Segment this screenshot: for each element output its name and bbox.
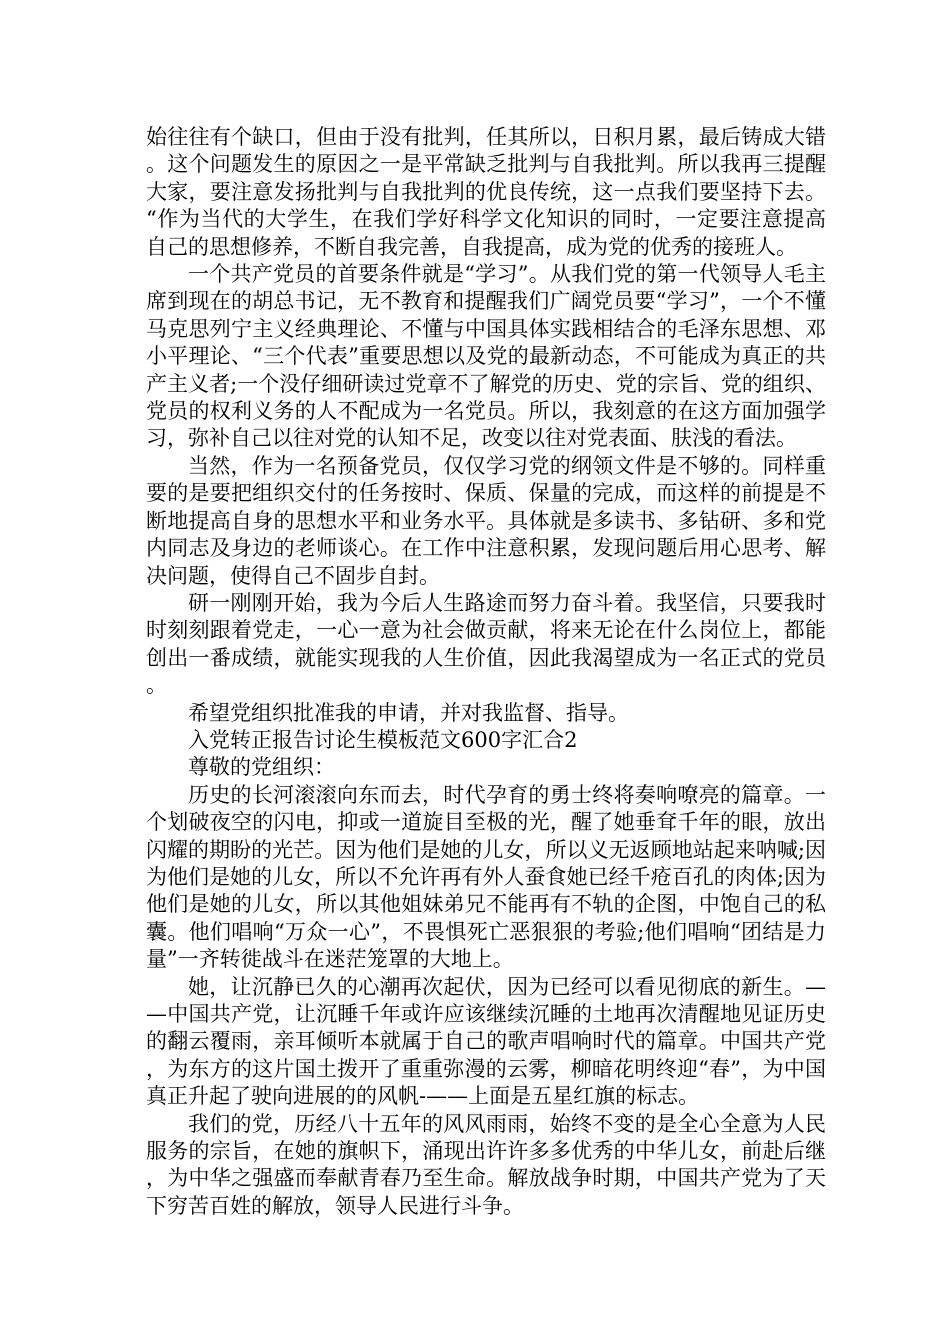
paragraph-our-party: 我们的党，历经八十五年的风风雨雨，始终不变的是全心全意为人民服务的宗旨，在她的旗帜下，涌现出许许多多优秀的中华儿女，前赴后继，为中华之强盛而奉献青春乃至生命。解放战争时期，中国共产党为了天下穷苦百姓的解放，领导人民进行斗争。: [146, 1111, 826, 1218]
paragraph-probationary-member: 当然，作为一名预备党员，仅仅学习党的纲领文件是不够的。同样重要的是要把组织交付的任务按时、保质、保量的完成，而这样的前提是不断地提高自身的思想水平和业务水平。具体就是多读书、多钻研、多和党内同志及身边的老师谈心。在工作中注意积累，发现问题后用心思考、解决问题，使得自己不固步自封。: [146, 453, 826, 588]
section-heading: 入党转正报告讨论生模板范文600字汇合2: [188, 727, 578, 752]
paragraph-request: 希望党组织批准我的申请，并对我监督、指导。: [188, 700, 629, 725]
paragraph-graduate-study: 研一刚刚开始，我为今后人生路途而努力奋斗着。我坚信，只要我时时刻刻跟着党走，一心一意为社会做贡献，将来无论在什么岗位上，都能创出一番成绩，就能实现我的人生价值，因此我渴望成为一名正式的党员。: [146, 590, 826, 698]
paragraph-study: 一个共产党员的首要条件就是“学习”。从我们党的第一代领导人毛主席到现在的胡总书记，无不教育和提醒我们广阔党员要“学习”，一个不懂马克思列宁主义经典理论、不懂与中国具体实践相结合的毛泽东思想、邓小平理论、“三个代表”重要思想以及党的最新动态，不可能成为真正的共产主义者;一个没仔细研读过党章不了解党的历史、党的宗旨、党的组织、党员的权利义务的人不配成为一名党员。所以，我刻意的在这方面加强学习，弥补自己以往对党的认知不足，改变以往对党表面、肤浅的看法。: [146, 262, 826, 451]
salutation: 尊敬的党组织：: [188, 755, 335, 780]
paragraph-history: 历史的长河滚滚向东而去，时代孕育的勇士终将奏响嘹亮的篇章。一个划破夜空的闪电，抑或一道旋目至极的光，醒了她垂耷千年的眼，放出闪耀的期盼的光芒。因为他们是她的儿女，所以义无返顾地站起来呐喊;因为他们是她的儿女，所以不允许再有外人蚕食她已经千疮百孔的肉体;因为他们是她的儿女，所以其他姐妹弟兄不能再有不轨的企图，中饱自己的私囊。他们唱响“万众一心”，不畏惧死亡恶狠狠的考验;他们唱响“团结是力量”一齐转徙战斗在迷茫笼罩的大地上。: [146, 782, 826, 972]
document-body: [146, 124, 826, 1220]
paragraph-rebirth: 她，让沉静已久的心潮再次起伏，因为已经可以看见彻底的新生。——中国共产党，让沉睡千年或许应该继续沉睡的土地再次清醒地见证历史的翻云覆雨，亲耳倾听本就属于自己的歌声唱响时代的篇章。中国共产党，为东方的这片国土拨开了重重弥漫的云雾，柳暗花明终迎“春”，为中国真正升起了驶向进展的的风帆-——上面是五星红旗的标志。: [146, 974, 826, 1109]
paragraph-continuation: 始往往有个缺口，但由于没有批判，任其所以，日积月累，最后铸成大错。这个问题发生的原因之一是平常缺乏批判与自我批判。所以我再三提醒大家，要注意发扬批判与自我批判的优良传统，这一点我们要坚持下去。“作为当代的大学生，在我们学好科学文化知识的同时，一定要注意提高自己的思想修养，不断自我完善，自我提高，成为党的优秀的接班人。: [146, 125, 826, 259]
